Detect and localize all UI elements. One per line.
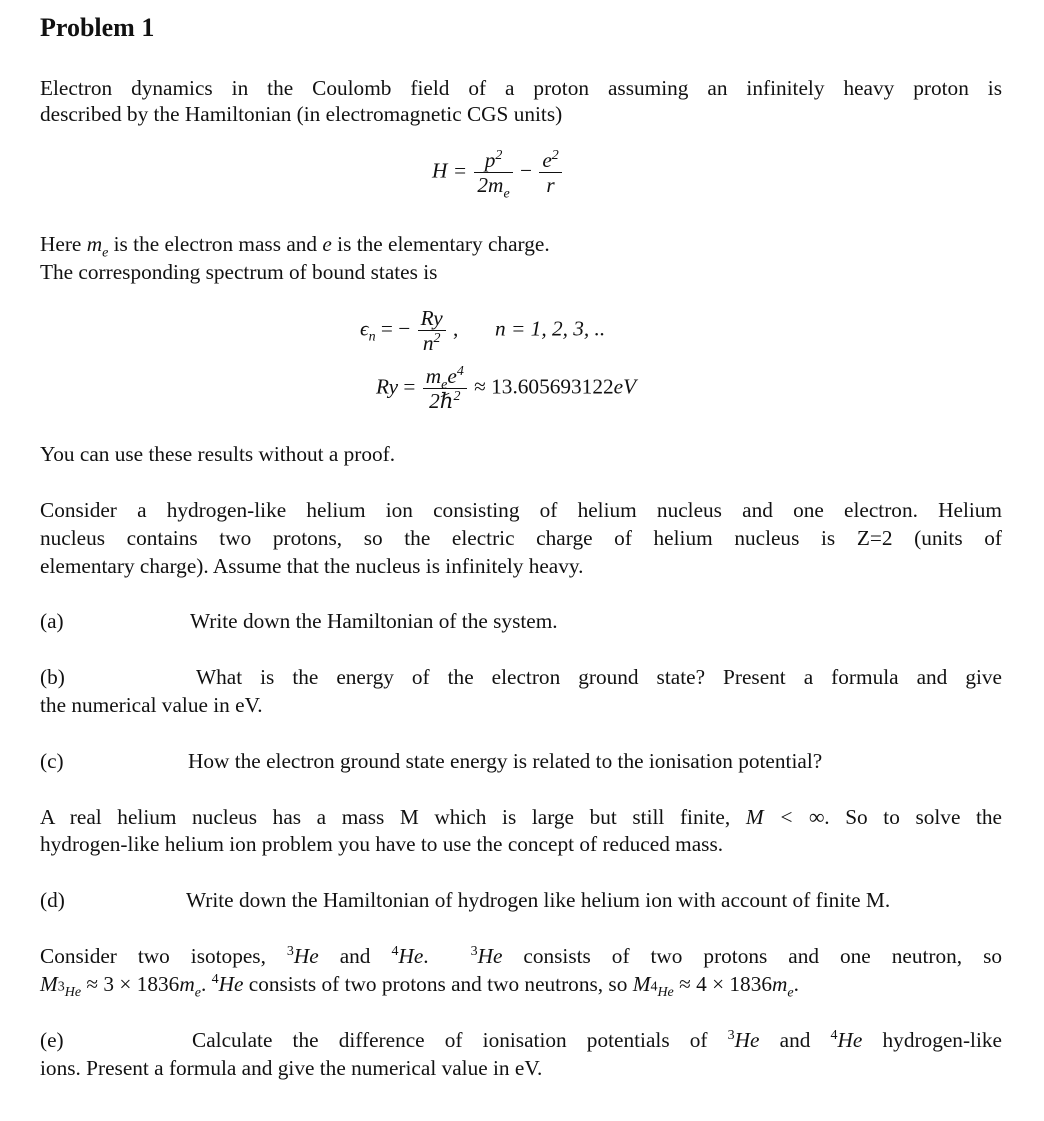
kinetic-term: $\frac{p^2}{2m_e}$ (474, 148, 512, 197)
hamiltonian-lhs: H = (432, 158, 468, 183)
question-b-label: (b) (40, 665, 65, 689)
here-line-2: The corresponding spectrum of bound states is (40, 260, 438, 284)
rydberg-equation: Ry = $\frac{m_ee^4}{2\hbar^2}$ ≈ 13.605693122eV (376, 363, 637, 413)
question-d-label: (d) (40, 888, 65, 912)
real-helium-line-1: A real helium nucleus has a mass M which is large but still finite, M < ∞. So to solve the (40, 805, 1003, 829)
intro-line-2: described by the Hamiltonian (in electromagnetic CGS units) (40, 102, 563, 126)
consider-line-3: elementary charge). Assume that the nucleus is infinitely heavy. (40, 554, 584, 578)
consider-line-2: nucleus contains two protons, so the electric charge of helium nucleus is Z=2 (units of (40, 526, 1002, 550)
isotopes-line-1: Consider two isotopes, $^3$He and $^4$He. $^3$He consists of two protons and one neutron, so (40, 943, 1003, 968)
question-d-text: Write down the Hamiltonian of hydrogen like helium ion with account of finite M. (186, 888, 891, 912)
question-b-text-2: the numerical value in eV. (40, 693, 263, 717)
question-b-text-1: What is the energy of the electron ground state? Present a formula and give (196, 665, 1002, 689)
potential-term: $\frac{e^2}{r}$ (539, 148, 561, 197)
here-line-1: Here $m_e$ is the electron mass and e is the elementary charge. (40, 232, 550, 261)
page-title: Problem 1 (40, 13, 155, 42)
real-helium-line-2: hydrogen-like helium ion problem you have to use the concept of reduced mass. (40, 832, 724, 856)
rydberg-fraction: $\frac{m_ee^4}{2\hbar^2}$ (423, 364, 467, 413)
ry-over-n2: $\frac{Ry}{n^2}$ (418, 306, 446, 355)
use-results-text: You can use these results without a proof. (40, 442, 396, 466)
consider-line-1: Consider a hydrogen-like helium ion consisting of helium nucleus and one electron. Helium (40, 498, 1002, 522)
question-e-text-2: ions. Present a formula and give the numerical value in eV. (40, 1056, 543, 1080)
rydberg-unit: eV (613, 374, 637, 399)
intro-line-1: Electron dynamics in the Coulomb field of a proton assuming an infinitely heavy proton is (40, 76, 1002, 100)
isotopes-line-2: $M_{^3He} \approx 3 \times 1836m_e$. $^4$He consists of two protons and two neutrons, so $M_{^4He} \approx 4 \times 1836m_e$. (40, 971, 799, 1001)
n-range: n = 1, 2, 3, .. (495, 316, 606, 341)
question-e-text-1: Calculate the difference of ionisation potentials of $^3$He and $^4$He hydrogen-like (192, 1027, 1002, 1052)
question-a-label: (a) (40, 609, 64, 633)
spectrum-equation: $\epsilon_n$ = − $\frac{Ry}{n^2}$ , n = 1, 2, 3, .. (360, 306, 606, 355)
minus-sign: − (519, 158, 532, 183)
question-c-label: (c) (40, 749, 64, 773)
question-c-text: How the electron ground state energy is related to the ionisation potential? (188, 749, 823, 773)
hamiltonian-equation (432, 147, 564, 202)
rydberg-value: ≈ 13.605693122 (474, 374, 614, 399)
question-a-text: Write down the Hamiltonian of the system. (190, 609, 558, 633)
question-e-label: (e) (40, 1028, 64, 1052)
